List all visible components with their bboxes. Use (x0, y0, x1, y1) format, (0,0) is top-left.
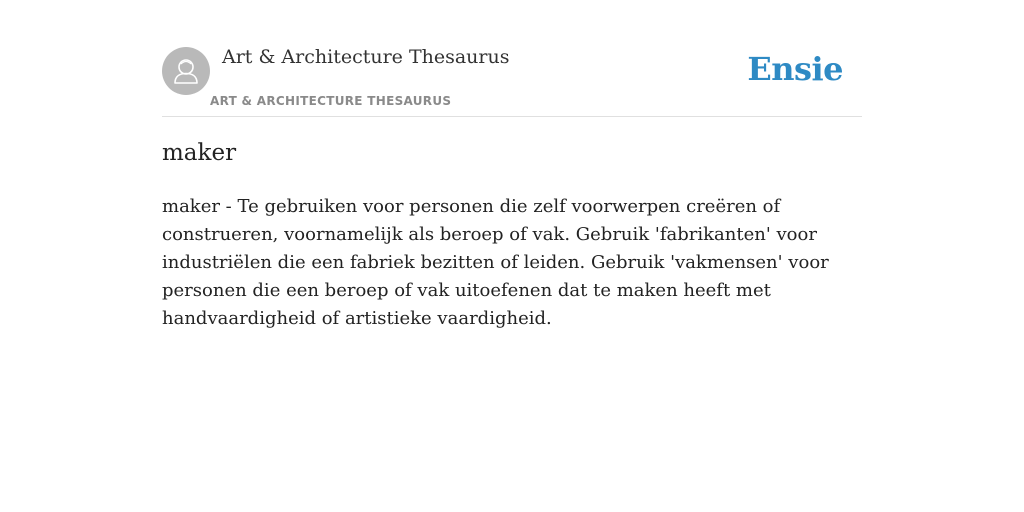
avatar[interactable] (162, 47, 210, 95)
page-title: maker (162, 140, 237, 166)
brand-logo[interactable]: Ensie (747, 50, 843, 88)
header (162, 0, 862, 117)
author-name-link[interactable]: Art & Architecture Thesaurus (222, 46, 510, 68)
page-container (162, 0, 862, 329)
definition-text: maker - Te gebruiken voor personen die zelf voorwerpen creëren of construeren, voornamelijk als beroep of vak. Gebruik 'fabrikanten' voor industriëlen die een fabriek bezitten of leiden. Gebruik 'vakmensen' voor personen die een beroep of vak uitoefenen dat te maken heeft met handvaardigheid of artistieke vaardigheid. (162, 196, 829, 329)
user-icon (162, 47, 210, 95)
author-subtitle: ART & ARCHITECTURE THESAURUS (210, 94, 452, 108)
